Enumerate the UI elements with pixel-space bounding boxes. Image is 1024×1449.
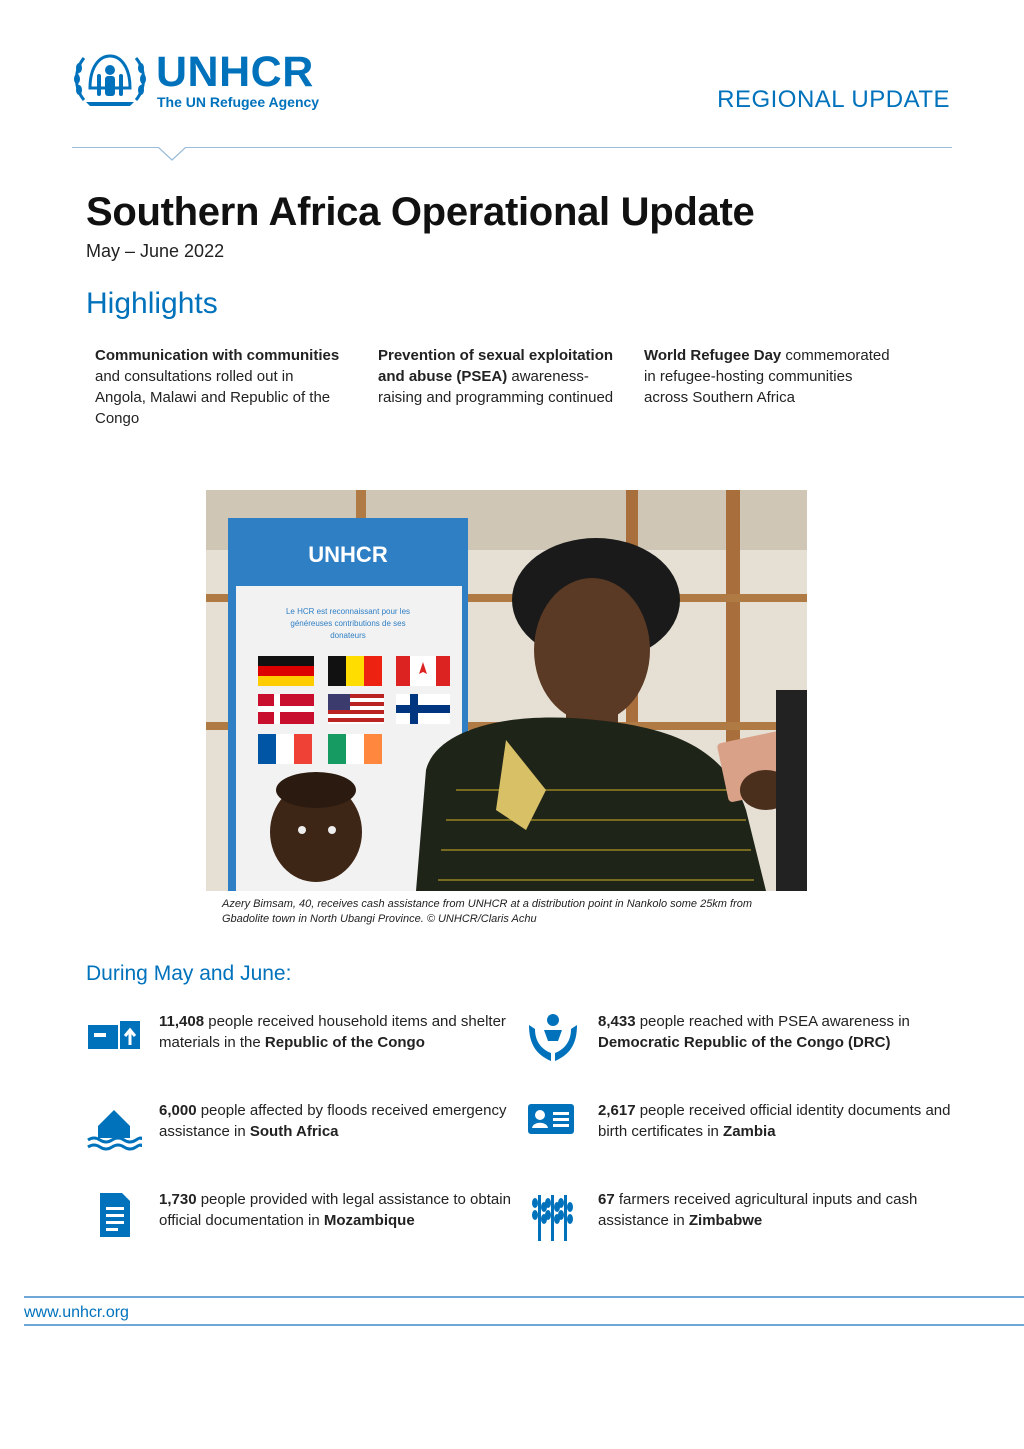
stat-number: 8,433 bbox=[598, 1013, 636, 1030]
header-divider bbox=[72, 147, 952, 148]
stat-number: 67 bbox=[598, 1191, 615, 1208]
footer-divider-top bbox=[24, 1296, 1024, 1298]
page-subtitle: May – June 2022 bbox=[86, 241, 225, 261]
unhcr-emblem-icon bbox=[70, 48, 150, 110]
shelter-items-icon bbox=[86, 1011, 142, 1067]
logo-wordmark: UNHCR bbox=[156, 48, 314, 96]
stat-text bbox=[159, 1011, 519, 1053]
id-card-icon bbox=[525, 1100, 581, 1156]
document-type-label: REGIONAL UPDATE bbox=[717, 86, 950, 113]
stat-desc: people received official identity documents and birth certificates in bbox=[598, 1102, 951, 1140]
stat-place: Democratic Republic of the Congo (DRC) bbox=[598, 1034, 891, 1051]
stat-place: South Africa bbox=[249, 1123, 339, 1140]
svg-text:donateurs: donateurs bbox=[330, 631, 366, 640]
flag-ireland bbox=[328, 734, 382, 764]
stat-place: Mozambique bbox=[323, 1212, 415, 1229]
stat-desc: farmers received agricultural inputs and cash assistance in bbox=[598, 1191, 918, 1229]
flag-canada bbox=[396, 656, 450, 686]
header-notch-icon bbox=[158, 147, 186, 162]
banner-logo: UNHCR bbox=[308, 542, 388, 567]
highlight-item bbox=[95, 345, 345, 429]
flag-belgium bbox=[328, 656, 382, 686]
stat-place: Republic of the Congo bbox=[264, 1034, 425, 1051]
highlight-bold: Communication with communities bbox=[95, 347, 340, 364]
document-icon bbox=[86, 1189, 142, 1245]
stat-number: 2,617 bbox=[598, 1102, 636, 1119]
stat-text bbox=[159, 1100, 519, 1142]
highlight-bold: World Refugee Day bbox=[644, 347, 782, 364]
photo-caption: Azery Bimsam, 40, receives cash assistance from UNHCR at a distribution point in Nankolo some 25km from Gbadolite town in North Ubangi Province. © UNHCR/Claris Achu bbox=[222, 898, 753, 925]
flag-france bbox=[258, 734, 312, 764]
highlight-text: and consultations rolled out in Angola, Malawi and Republic of the Congo bbox=[95, 368, 331, 427]
page-title: Southern Africa Operational Update bbox=[86, 190, 755, 234]
stat-place: Zimbabwe bbox=[688, 1212, 763, 1229]
stat-desc: people received household items and shelter materials in the bbox=[159, 1013, 506, 1051]
photo-illustration bbox=[206, 490, 807, 891]
flag-finland bbox=[396, 694, 450, 724]
highlight-item bbox=[644, 345, 894, 408]
psea-protection-icon bbox=[525, 1011, 581, 1067]
footer-divider-bottom bbox=[24, 1324, 1024, 1326]
stat-text bbox=[598, 1189, 958, 1231]
wheat-icon bbox=[525, 1189, 581, 1245]
stat-number: 1,730 bbox=[159, 1191, 197, 1208]
flag-usa bbox=[328, 694, 384, 724]
logo-subtitle: The UN Refugee Agency bbox=[157, 94, 320, 110]
cover-photo bbox=[206, 490, 807, 891]
svg-text:Le HCR est reconnaissant pour: Le HCR est reconnaissant pour les bbox=[285, 607, 411, 616]
stat-place: Zambia bbox=[723, 1123, 776, 1140]
highlight-bold: Prevention of sexual exploitation and abuse (PSEA) bbox=[378, 347, 614, 385]
highlight-item bbox=[378, 345, 628, 408]
highlight-text: commemorated in refugee-hosting communities across Southern Africa bbox=[644, 347, 890, 406]
flood-icon bbox=[86, 1100, 142, 1156]
stat-text bbox=[159, 1189, 519, 1231]
flag-denmark bbox=[258, 694, 314, 724]
stat-text bbox=[598, 1100, 958, 1142]
during-heading: During May and June: bbox=[86, 962, 292, 985]
stat-number: 6,000 bbox=[159, 1102, 197, 1119]
stat-number: 11,408 bbox=[159, 1013, 205, 1030]
flag-germany bbox=[258, 656, 314, 686]
stat-text bbox=[598, 1011, 958, 1053]
svg-text:généreuses contributions de se: généreuses contributions de ses bbox=[290, 619, 406, 628]
highlight-text: awareness-raising and programming continued bbox=[378, 368, 614, 406]
footer-website-link[interactable]: www.unhcr.org bbox=[24, 1304, 129, 1321]
stat-desc: people reached with PSEA awareness in bbox=[635, 1013, 910, 1030]
stat-desc: people affected by floods received emergency assistance in bbox=[159, 1102, 507, 1140]
highlights-heading: Highlights bbox=[86, 287, 218, 320]
stat-desc: people provided with legal assistance to obtain official documentation in bbox=[159, 1191, 511, 1229]
